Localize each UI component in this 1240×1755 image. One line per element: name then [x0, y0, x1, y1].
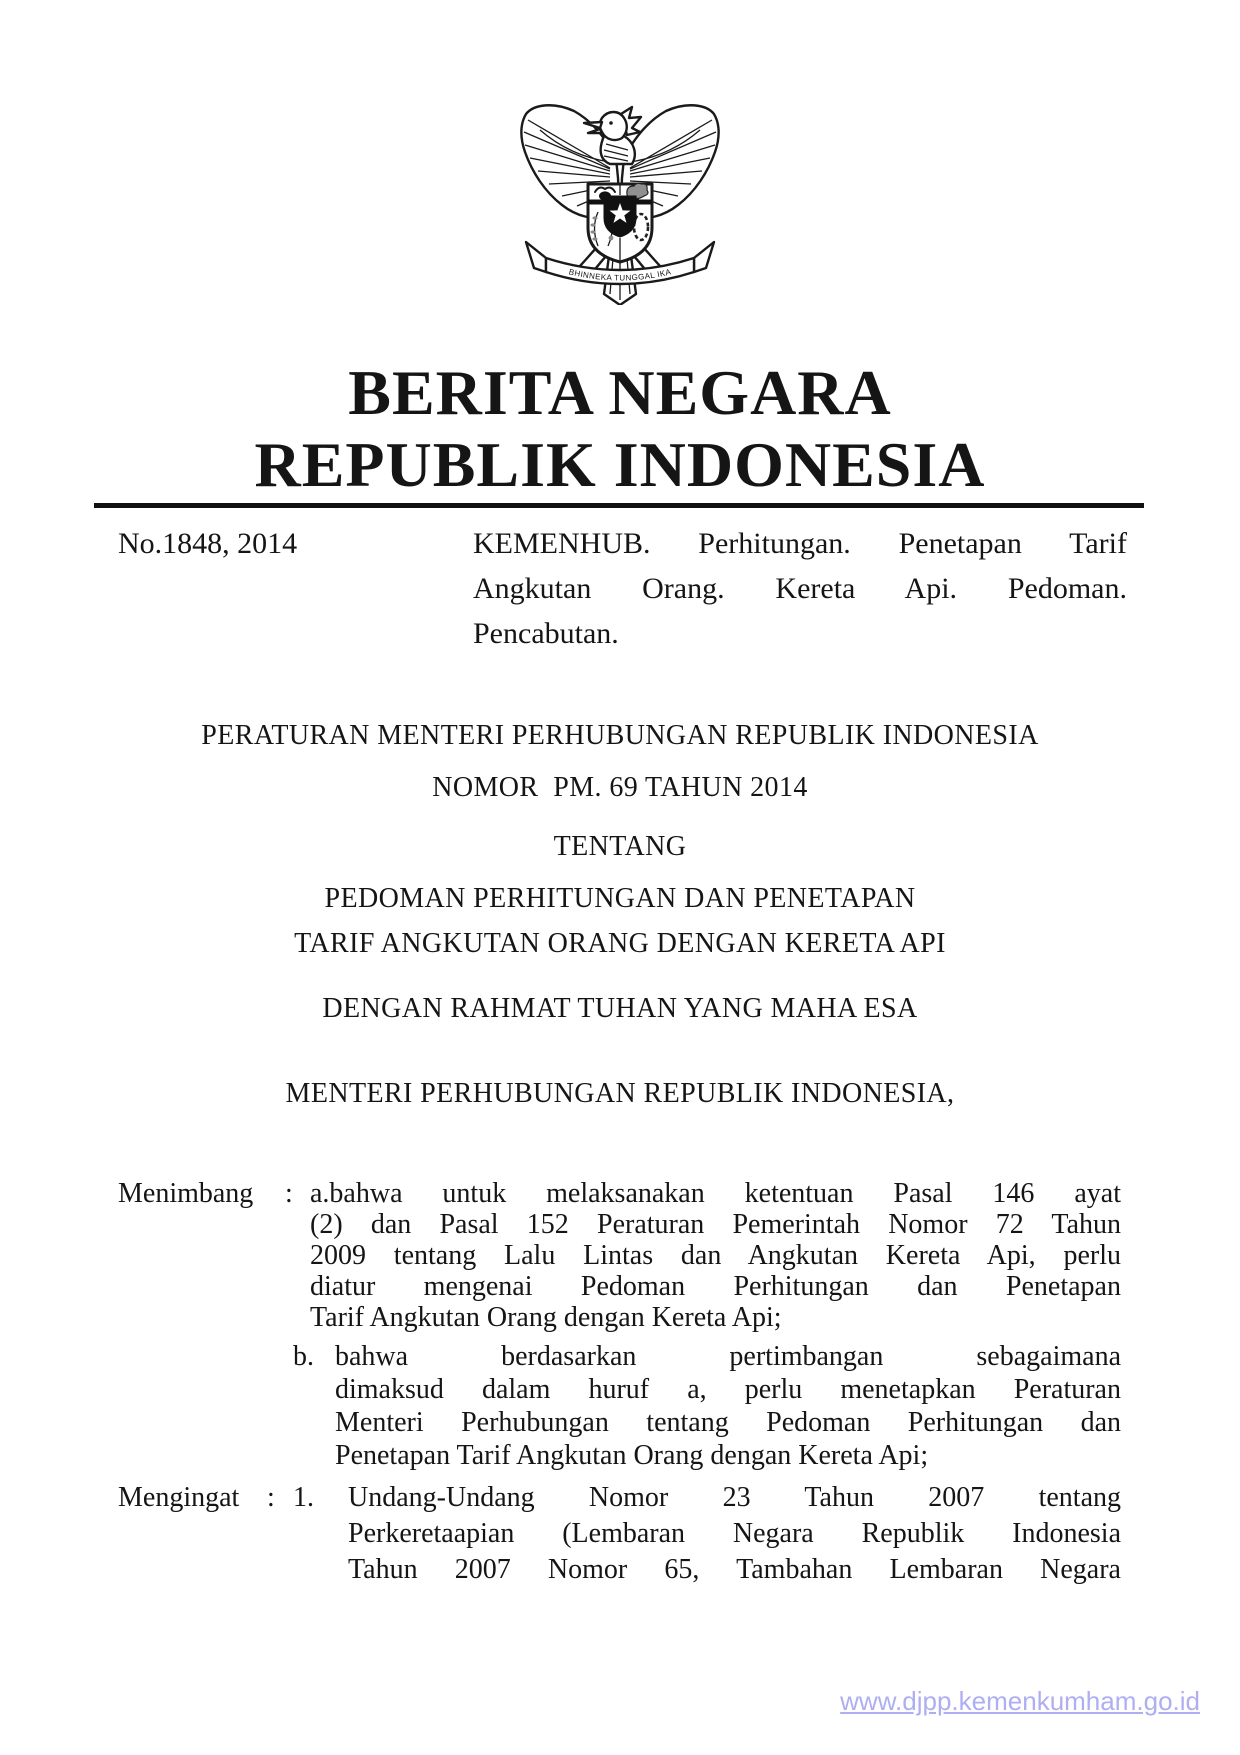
considering-line: Tarif Angkutan Orang dengan Kereta Api;	[310, 1302, 782, 1333]
subject-title-line1: PEDOMAN PERHITUNGAN DAN PENETAPAN	[324, 883, 916, 914]
recalling-label: Mengingat	[118, 1482, 240, 1513]
authority-line: MENTERI PERHUBUNGAN REPUBLIK INDONESIA,	[285, 1078, 955, 1109]
subject-abstract	[473, 521, 1127, 656]
masthead	[0, 357, 1240, 501]
recalling-colon: :	[267, 1482, 275, 1513]
invocation-line: DENGAN RAHMAT TUHAN YANG MAHA ESA	[322, 993, 918, 1024]
issue-number: No.1848, 2014	[118, 527, 298, 560]
considering-line: a.bahwa untuk melaksanakan ketentuan Pasal 146 ayat	[310, 1178, 1121, 1209]
masthead-divider	[94, 503, 1144, 508]
regulation-number: NOMOR PM. 69 TAHUN 2014	[432, 772, 808, 803]
tentang-label: TENTANG	[553, 831, 687, 862]
item-marker-1: 1.	[293, 1482, 314, 1513]
considering-line: diatur mengenai Pedoman Perhitungan dan Penetapan	[310, 1271, 1121, 1302]
considering-item-a	[310, 1178, 1121, 1333]
considering-line: Penetapan Tarif Angkutan Orang dengan Kereta Api;	[335, 1440, 929, 1471]
recalling-line: Perkeretaapian (Lembaran Negara Republik Indonesia	[348, 1518, 1121, 1549]
considering-line: (2) dan Pasal 152 Peraturan Pemerintah Nomor 72 Tahun	[310, 1209, 1121, 1240]
considering-item-b	[335, 1340, 1121, 1472]
emblem-motto: BHINNEKA TUNGGAL IKA	[567, 267, 673, 283]
considering-colon: :	[285, 1178, 293, 1209]
abstract-line: Pencabutan.	[473, 617, 619, 650]
journal-title-line1: BERITA NEGARA	[348, 357, 892, 428]
recalling-line: Undang-Undang Nomor 23 Tahun 2007 tentang	[348, 1482, 1121, 1513]
considering-label: Menimbang	[118, 1178, 254, 1209]
regulation-title: PERATURAN MENTERI PERHUBUNGAN REPUBLIK INDONESIA	[201, 720, 1039, 751]
abstract-line: KEMENHUB. Perhitungan. Penetapan Tarif	[473, 527, 1127, 560]
considering-line: bahwa berdasarkan pertimbangan sebagaimana	[335, 1341, 1121, 1372]
subject-title-line2: TARIF ANGKUTAN ORANG DENGAN KERETA API	[294, 928, 946, 959]
footer-link[interactable]: www.djpp.kemenkumham.go.id	[840, 1686, 1200, 1716]
recalling-item-1	[348, 1480, 1121, 1588]
item-marker-b: b.	[293, 1341, 314, 1372]
considering-line: 2009 tentang Lalu Lintas dan Angkutan Kereta Api, perlu	[310, 1240, 1121, 1271]
considering-line: dimaksud dalam huruf a, perlu menetapkan Peraturan	[335, 1374, 1121, 1405]
journal-title-line2: REPUBLIK INDONESIA	[254, 429, 986, 500]
recalling-line: Tahun 2007 Nomor 65, Tambahan Lembaran Negara	[348, 1554, 1121, 1585]
garuda-pancasila-emblem-icon	[518, 98, 722, 305]
abstract-line: Angkutan Orang. Kereta Api. Pedoman.	[473, 572, 1127, 605]
considering-line: Menteri Perhubungan tentang Pedoman Perhitungan dan	[335, 1407, 1121, 1438]
